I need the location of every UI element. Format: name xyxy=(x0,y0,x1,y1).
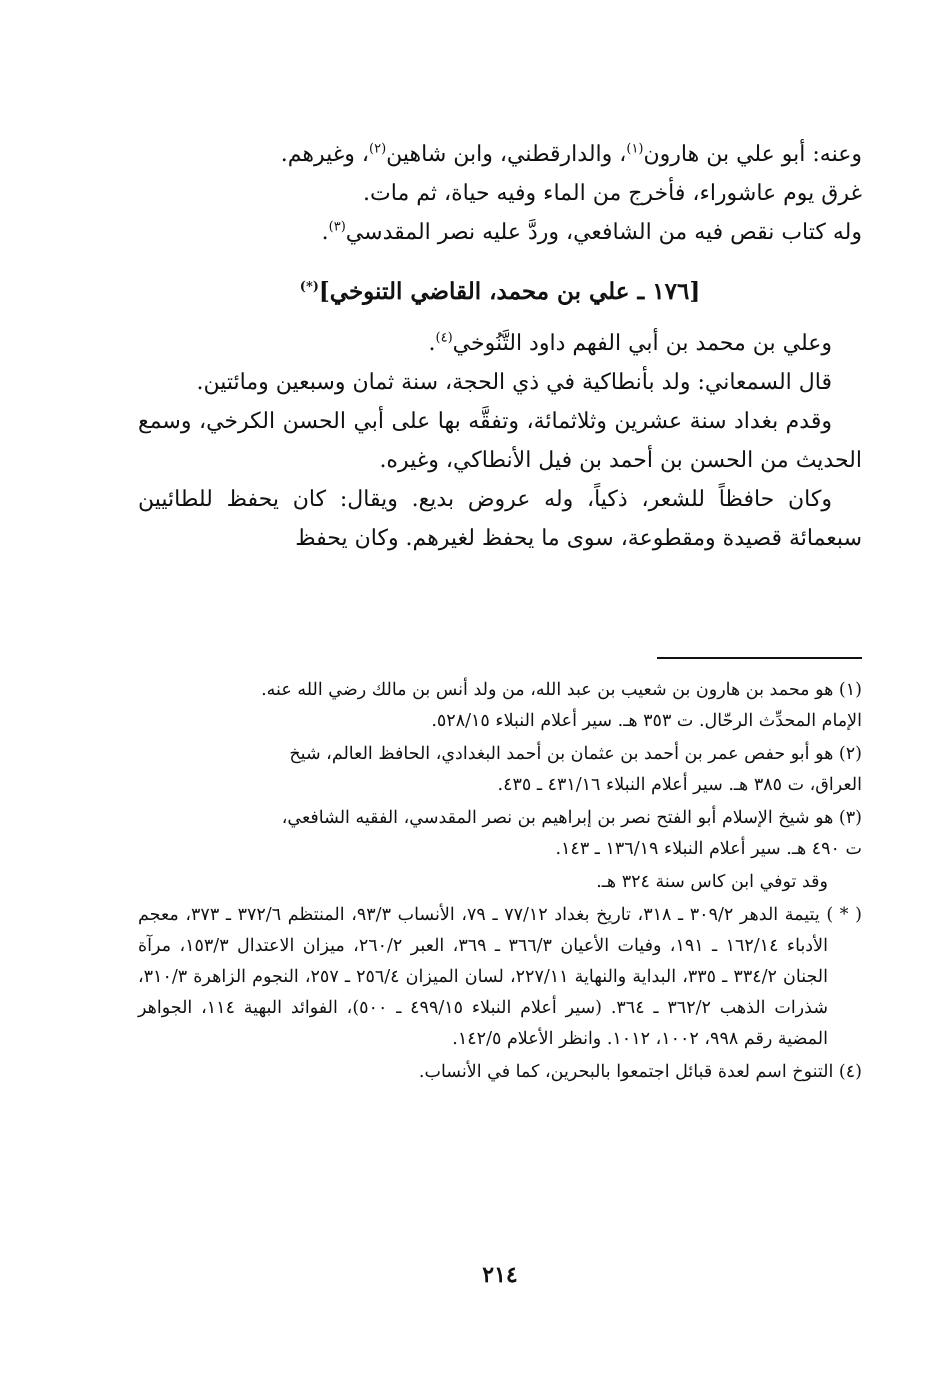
page-number: ٢١٤ xyxy=(482,1262,518,1288)
paragraph-birth: قال السمعاني: ولد بأنطاكية في ذي الحجة، سنة ثمان وسبعين ومائتين. xyxy=(196,370,832,395)
footnote-separator xyxy=(657,657,862,659)
text-run: . xyxy=(428,331,436,356)
text-run: ، وغيرهم. xyxy=(280,142,370,167)
footnote-3-line-2: ت ٤٩٠ هـ. سير أعلام النبلاء ١٣٦/١٩ ـ ١٤٣. xyxy=(555,839,862,859)
footnote-2-line-1: (٢) هو أبو حفص عمر بن أحمد بن عثمان بن أحمد البغدادي، الحافظ العالم، شيخ xyxy=(289,744,862,764)
footnote-ref-4[interactable]: (٤) xyxy=(435,330,453,346)
main-text xyxy=(138,135,862,558)
text-run: وله كتاب نقص فيه من الشافعي، وردَّ عليه نصر المقدسي xyxy=(345,220,862,245)
footnote-ref-1[interactable]: (١) xyxy=(626,141,644,157)
text-run: ، والدارقطني، وابن شاهين xyxy=(386,142,627,167)
footnote-3 xyxy=(138,803,862,865)
footnote-3-addendum: وقد توفي ابن كاس سنة ٣٢٤ هـ. xyxy=(596,872,828,892)
footnote-ref-2[interactable]: (٢) xyxy=(369,141,387,157)
footnote-star-sources: ( * ) يتيمة الدهر ٣٠٩/٢ ـ ٣١٨، تاريخ بغداد ٧٧/١٢ ـ ٧٩، الأنساب ٩٣/٣، المنتظم ٣٧٢/٦ ـ ٣٧٣، معجم الأدباء ١٦٢/١٤ ـ ١٩١، وفيات الأعيان ٣٦٦/٣ ـ ٣٦٩، العبر ٢٦٠/٢، ميزان الاعتدال ١٥٣/٣، مرآة الجنان ٣٣٤/٢ ـ ٣٣٥، البداية والنهاية ٢٢٧/١١، لسان الميزان ٢٥٦/٤ ـ ٢٥٧، النجوم الزاهرة ٣١٠/٣، شذرات الذهب ٣٦٢/٢ ـ ٣٦٤. (سير أعلام النبلاء ٤٩٩/١٥ ـ ٥٠٠)، الفوائد البهية ١١٤، الجواهر المضية رقم ٩٩٨، ١٠٠٢، ١٠١٢. وانظر الأعلام ١٤٢/٥. xyxy=(138,905,862,1049)
book-page xyxy=(138,0,862,1373)
footnote-ref-3[interactable]: (٣) xyxy=(328,219,346,235)
footnote-2 xyxy=(138,739,862,801)
entry-heading xyxy=(138,272,862,312)
paragraph-drowning: غرق يوم عاشوراء، فأخرج من الماء وفيه حياة، ثم مات. xyxy=(363,181,862,206)
footnote-4: (٤) التنوخ اسم لعدة قبائل اجتمعوا بالبحرين، كما في الأنساب. xyxy=(418,1062,862,1082)
footnote-1-line-1: (١) هو محمد بن هارون بن شعيب بن عبد الله، من ولد أنس بن مالك رضي الله عنه. xyxy=(261,680,862,700)
paragraph-narrators xyxy=(138,135,862,174)
paragraph-poetry: وكان حافظاً للشعر، ذكياً، وله عروض بديع. ويقال: كان يحفظ للطائيين سبعمائة قصيدة ومقطوعة، سوى ما يحفظ لغيرهم. وكان يحفظ xyxy=(138,487,862,551)
text-run: وعنه: أبو علي بن هارون xyxy=(643,142,862,167)
heading-text: [١٧٦ ـ علي بن محمد، القاضي التنوخي] xyxy=(318,278,701,305)
paragraph-book xyxy=(138,213,862,252)
paragraph-name xyxy=(138,324,862,363)
footnote-3-line-1: (٣) هو شيخ الإسلام أبو الفتح نصر بن إبراهيم بن نصر المقدسي، الفقيه الشافعي، xyxy=(281,808,862,828)
footnote-2-line-2: العراق، ت ٣٨٥ هـ. سير أعلام النبلاء ٤٣١/١٦ ـ ٤٣٥. xyxy=(497,775,862,795)
footnote-1 xyxy=(138,675,862,737)
footnote-ref-star[interactable]: (*) xyxy=(299,279,319,295)
paragraph-baghdad: وقدم بغداد سنة عشرين وثلاثمائة، وتفقَّه بها على أبي الحسن الكرخي، وسمع الحديث من الحسن بن أحمد بن فيل الأنطاكي، وغيره. xyxy=(138,409,862,473)
footnote-1-line-2: الإمام المحدِّث الرحّال. ت ٣٥٣ هـ. سير أعلام النبلاء ٥٢٨/١٥. xyxy=(431,711,862,731)
text-run: وعلي بن محمد بن أبي الفهم داود التَّنُوخي xyxy=(452,331,832,356)
text-run: . xyxy=(321,220,329,245)
footnotes-section xyxy=(138,675,862,1090)
